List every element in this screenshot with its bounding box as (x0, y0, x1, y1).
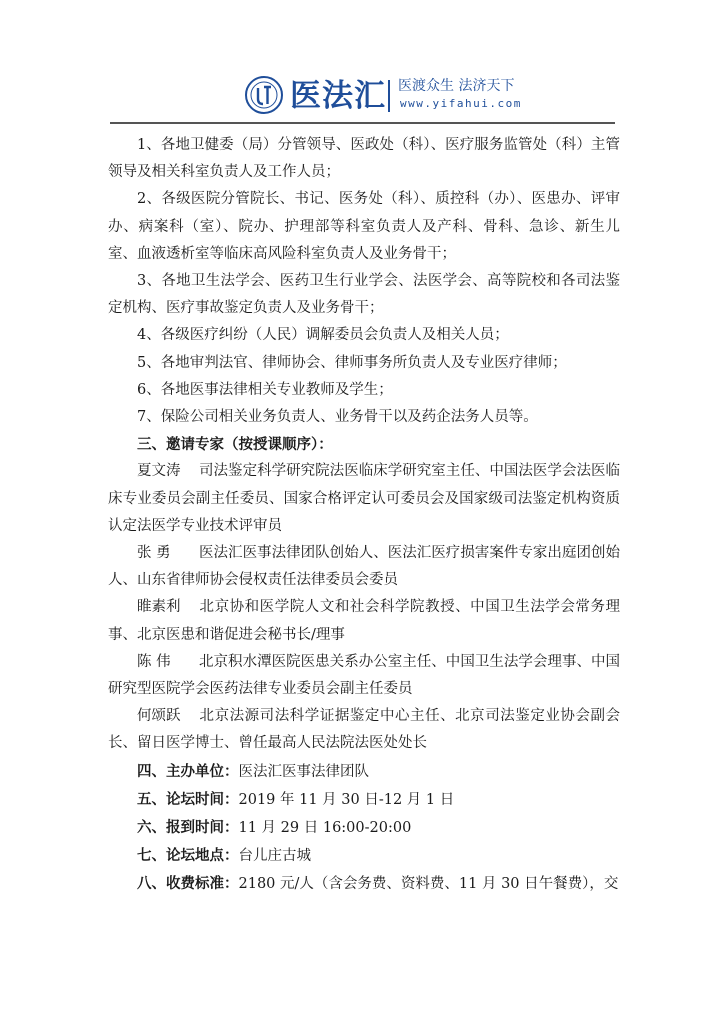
organizer-value: 医法汇医事法律团队 (238, 763, 369, 780)
organizer-label: 四、主办单位： (137, 762, 239, 780)
header-rule (110, 122, 615, 124)
organizer-line (108, 758, 620, 786)
expert-entry-2 (108, 540, 620, 594)
attendee-item-4: 4、各级医疗纠纷（人民）调解委员会负责人及相关人员； (137, 327, 509, 344)
expert-name: 夏文涛 (137, 463, 181, 480)
slogan: 医渡众生 法济天下 (398, 78, 515, 94)
expert-description: 北京积水潭医院医患关系办公室主任、中国卫生法学会理事、中国研究型医院学会医药法律专业委员会副主任委员 (108, 653, 620, 698)
experts-heading: 三、邀请专家（按授课顺序）： (137, 436, 333, 454)
expert-name: 陈 伟 (137, 653, 171, 670)
fee-line (108, 870, 620, 898)
expert-description: 司法鉴定科学研究院法医临床学研究室主任、中国法医学会法医临床专业委员会副主任委员、国家合格评定认可委员会及国家级司法鉴定机构资质认定法医学专业技术评审员 (108, 463, 620, 534)
expert-name: 张 勇 (137, 545, 171, 562)
fee-label: 八、收费标准： (137, 875, 239, 893)
expert-entry-4 (108, 649, 620, 703)
expert-description: 北京协和医学院人文和社会科学院教授、中国卫生法学会常务理事、北京医患和谐促进会秘书长/理事 (108, 599, 620, 643)
expert-description: 北京法源司法科学证据鉴定中心主任、北京司法鉴定业协会副会长、留日医学博士、曾任最高人民法院法医处处长 (108, 708, 620, 752)
fee-value: 2180 元/人（含会务费、资料费、11 月 30 日午餐费），交 (238, 876, 619, 893)
venue-label: 七、论坛地点： (137, 847, 239, 865)
attendee-item-2: 2、各级医院分管院长、书记、医务处（科）、质控科（办）、医患办、评审办、病案科（室）、院办、护理部等科室负责人及产科、骨科、急诊、新生儿室、血液透析室等临床高风险科室负责人及业务骨干； (108, 191, 620, 262)
attendee-item-6: 6、各地医事法律相关专业教师及学生； (137, 381, 393, 398)
checkin-time-line (108, 814, 620, 842)
checkin-time-value: 11 月 29 日 16:00-20:00 (238, 820, 412, 837)
venue-line (108, 842, 620, 870)
expert-name: 睢素利 (137, 599, 181, 616)
website: www.yifahui.com (400, 97, 522, 110)
attendee-item-1: 1、各地卫健委（局）分管领导、医政处（科）、医疗服务监管处（科）主管领导及相关科室负责人及工作人员； (108, 137, 620, 181)
logo-seal-icon (244, 75, 284, 115)
logo-divider (388, 80, 390, 112)
expert-entry-3 (108, 594, 620, 648)
expert-entry-5 (108, 703, 620, 757)
letterhead (0, 70, 723, 130)
expert-description: 医法汇医事法律团队创始人、医法汇医疗损害案件专家出庭团创始人、山东省律师协会侵权责任法律委员会委员 (108, 545, 620, 589)
checkin-time-label: 六、报到时间： (137, 819, 239, 837)
forum-time-line (108, 786, 620, 814)
attendee-item-7: 7、保险公司相关业务负责人、业务骨干以及药企法务人员等。 (137, 409, 538, 426)
forum-time-label: 五、论坛时间： (137, 790, 239, 808)
forum-time-value: 2019 年 11 月 30 日-12 月 1 日 (238, 791, 455, 808)
expert-entry-1 (108, 458, 620, 540)
attendee-item-5: 5、各地审判法官、律师协会、律师事务所负责人及专业医疗律师； (137, 354, 567, 371)
expert-name: 何颂跃 (137, 708, 181, 725)
venue-value: 台儿庄古城 (238, 848, 311, 865)
document-body (108, 132, 620, 899)
logo-name: 医法汇 (290, 78, 386, 114)
attendee-item-3: 3、各地卫生法学会、医药卫生行业学会、法医学会、高等院校和各司法鉴定机构、医疗事故鉴定负责人及业务骨干； (108, 273, 620, 317)
